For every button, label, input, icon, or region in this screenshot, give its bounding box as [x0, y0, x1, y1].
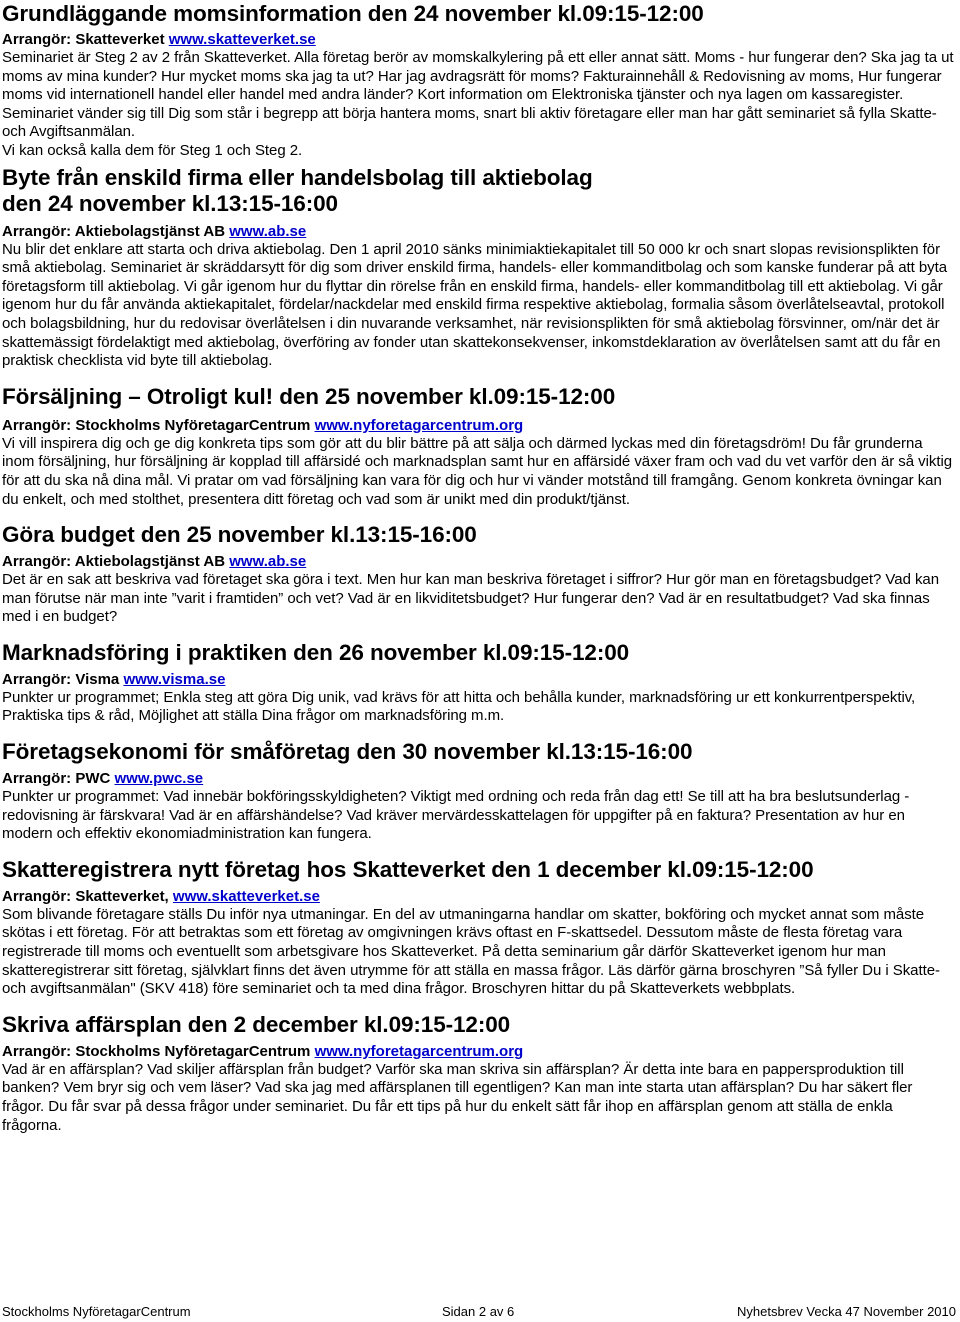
organizer-link[interactable]: www.nyforetagarcentrum.org — [314, 416, 524, 434]
section-title: Skriva affärsplan den 2 december kl.09:15-12:00 — [2, 1011, 511, 1037]
section-body: Punkter ur programmet; Enkla steg att göra Dig unik, vad krävs för att hitta och behålla kunder, marknadsföring ur ett konkurrentperspektiv, Praktiska tips & råd, Möjlighet att ställa Dina frågor om marknadsföring m.m. — [2, 688, 916, 725]
section-title: Grundläggande momsinformation den 24 november kl.09:15-12:00 — [2, 1, 704, 26]
organizer-link[interactable]: www.ab.se — [229, 553, 307, 571]
section-title — [2, 165, 956, 217]
organizer-label: Arrangör: Stockholms NyföretagarCentrum — [2, 416, 311, 434]
organizer-link[interactable]: www.pwc.se — [114, 770, 204, 788]
section-title: Marknadsföring i praktiken den 26 november kl.09:15-12:00 — [2, 639, 630, 665]
section-body: Det är en sak att beskriva vad företaget ska göra i text. Men hur kan man beskriva företaget i siffror? Hur gör man en företagsbudget? Vad kan man förutse när man inte ”varit i framtiden” och vet? Vad är en likviditetsbudget? Hur fungerar den? Vad är en resultatbudget? Vad ska finnas med i en budget? — [2, 571, 940, 626]
section-title: Göra budget den 25 november kl.13:15-16:00 — [2, 522, 477, 548]
organizer-line — [2, 1043, 956, 1061]
organizer-label: Arrangör: Skatteverket — [2, 31, 165, 48]
seminar-section-affarsplan — [2, 1013, 956, 1135]
seminar-section-foretagsekonomi — [2, 740, 956, 844]
seminar-section-marknadsforing — [2, 641, 956, 726]
organizer-line — [2, 888, 956, 906]
document-page — [2, 0, 956, 1135]
organizer-label: Arrangör: Skatteverket, — [2, 887, 169, 905]
organizer-line — [2, 417, 956, 435]
footer-organization: Stockholms NyföretagarCentrum — [2, 1304, 191, 1319]
organizer-line — [2, 223, 956, 241]
organizer-link[interactable]: www.ab.se — [229, 222, 307, 240]
section-body: Vad är en affärsplan? Vad skiljer affärsplan från budget? Varför ska man skriva sin affärsplan? Är detta inte bara en pappersproduktion till banken? Vem bryr sig och vem läser? Vad ska jag med affärsplanen till egentligen? Kan man inte starta utan affärsplan? Du har säkert fler frågor. Du får svar på dessa frågor under seminariet. Du får ett tips på hur du enkelt sätt får ihop en affärsplan genom att ställa de enkla frågorna. — [2, 1060, 913, 1134]
organizer-line — [2, 671, 956, 689]
organizer-line — [2, 553, 956, 571]
section-title-line1: Byte från enskild firma eller handelsbolag till aktiebolag — [2, 164, 593, 190]
footer-newsletter: Nyhetsbrev Vecka 47 November 2010 — [737, 1304, 956, 1319]
seminar-section-aktiebolag — [2, 165, 956, 371]
section-body: Seminariet är Steg 2 av 2 från Skatteverket. Alla företag berör av momskalkylering på ett eller annat sätt. Moms - hur fungerar den? Ska jag ta ut moms av mina kunder? Hur mycket moms ska jag ta ut? Har jag avdragsrätt för moms? Fakturainnehåll & Redovisning av moms, Hur fungerar moms vid internationell handel eller handel med andra länder? Kort information om Elektroniska tjänster och nya lagen om kassaregister. Seminariet vänder sig till Dig som står i begrepp att börja hantera moms, snart bli aktiv företagare eller man har gått seminariet så fylla Skatte- och Avgiftsanmälan. — [2, 49, 954, 141]
organizer-line — [2, 770, 956, 788]
organizer-label: Arrangör: Aktiebolagstjänst AB — [2, 222, 226, 240]
organizer-label: Arrangör: Stockholms NyföretagarCentrum — [2, 1042, 311, 1060]
section-title: Försäljning – Otroligt kul! den 25 november kl.09:15-12:00 — [2, 383, 616, 409]
section-body: Punkter ur programmet: Vad innebär bokföringsskyldigheten? Viktigt med ordning och reda från dag ett! Se till att ha bra beslutsunderlag - redovisning är färskvara! Vad är en affärshändelse? Vad kräver mervärdesskattelagen för uppgifter på en faktura? Presentation av hur en modern och effektiv ekonomiadministration kan fungera. — [2, 788, 910, 843]
organizer-link[interactable]: www.nyforetagarcentrum.org — [314, 1042, 524, 1060]
organizer-link[interactable]: www.visma.se — [123, 670, 226, 688]
section-body: Vi vill inspirera dig och ge dig konkreta tips som gör att du blir bättre på att sälja och därmed lyckas med din företagsdröm! Du får grunderna inom försäljning, hur försäljning är kopplad till affärsidé och marknadsplan samt hur en affärsidé växer fram och vad du vet varför den är så viktig för att du ska nå dina mål. Vi pratar om vad försäljning kan vara för dig och hur vi vänder motstånd till framgång. Genom konkreta övningar kan du enkelt, och med stolthet, presentera ditt företag och vad som är unikt med din produkt/tjänst. — [2, 434, 953, 508]
section-title: Skatteregistrera nytt företag hos Skatteverket den 1 december kl.09:15-12:00 — [2, 856, 814, 882]
footer-page-number: Sidan 2 av 6 — [442, 1304, 515, 1319]
section-title: Företagsekonomi för småföretag den 30 november kl.13:15-16:00 — [2, 739, 693, 765]
section-body: Som blivande företagare ställs Du inför nya utmaningar. En del av utmaningarna handlar om skatter, bokföring och mycket annat som måste skötas i ett företag. För att betraktas som ett företag av omgivningen krävs oftast en F-skattsedel. Dessutom måste de flesta företag vara registrerade till moms och eventuellt som arbetsgivare hos Skatteverket. På detta seminarium går därför Skatteverket igenom hur man skatteregistrerar sitt företag, självklart finns det även utrymme för att ställa en massa frågor. Läs därför gärna broschyren ”Så fyller Du i Skatte- och avgiftsanmälan" (SKV 418) före seminariet och ta med dina frågor. Broschyren hittar du på Skatteverkets webbplats. — [2, 905, 940, 998]
seminar-section-skatteregistrera — [2, 858, 956, 999]
section-title-line2: den 24 november kl.13:15-16:00 — [2, 190, 338, 216]
seminar-section-moms — [2, 0, 956, 161]
organizer-label: Arrangör: Visma — [2, 670, 120, 688]
organizer-link[interactable]: www.skatteverket.se — [168, 31, 316, 48]
seminar-section-forsaljning — [2, 385, 956, 509]
organizer-label: Arrangör: PWC — [2, 770, 111, 788]
section-body: Nu blir det enklare att starta och driva aktiebolag. Den 1 april 2010 sänks minimiaktiekapitalet till 50 000 kr och snart slopas revisionsplikten för små aktiebolag. Seminariet är skräddarsytt för dig som driver enskild firma, handels- eller kommanditbolag och som kanske funderar på att byta företagsform till aktiebolag. Vi går igenom hur du flyttar din rörelse från en enskild firma, handels- eller kommanditbolag till ett aktiebolag. Vi går igenom hur du får använda aktiekapitalet, fördelar/nackdelar med enskild firma respektive aktiebolag, formalia såsom överlåtelseavtal, protokoll och bolagsbildning, hur du redovisar överlåtelsen i din nuvarande verksamhet, när revisionsplikten för små aktiebolag försvinner, om/när det är skattemässigt fördelaktigt med aktiebolag, överföring av fonder utan skattekonsekvenser, inkomstdeklaration av överlåtelsen samt att du får en praktisk checklista vid byte till aktiebolag. — [2, 240, 948, 370]
section-body-extra: Vi kan också kalla dem för Steg 1 och Steg 2. — [2, 141, 303, 159]
organizer-link[interactable]: www.skatteverket.se — [172, 887, 320, 905]
seminar-section-budget — [2, 523, 956, 627]
organizer-label: Arrangör: Aktiebolagstjänst AB — [2, 553, 226, 571]
organizer-line — [2, 31, 956, 49]
